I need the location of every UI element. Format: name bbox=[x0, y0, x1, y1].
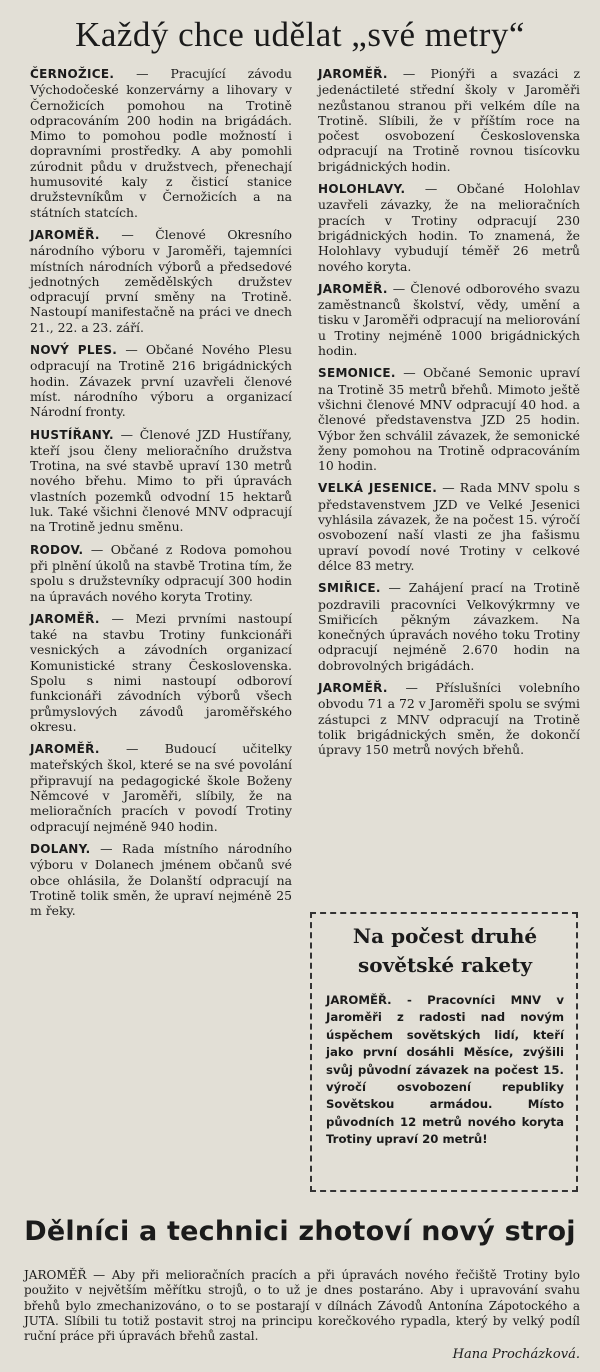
item-text: — Rada místního národního výboru v Dolanech jménem občanů své obce ohlásila, že Dolanští odpracují na Trotině tolik směn, že upraví nejméně 25 m řeky. bbox=[30, 840, 292, 919]
news-item bbox=[318, 66, 580, 174]
left-column bbox=[30, 66, 292, 925]
box-text: JAROMĚŘ. - Pracovníci MNV v Jaroměři z radosti nad novým úspěchem sovětských lidí, kteří jako první dosáhli Měsíce, zvýšili svůj původní závazek na počest 15. výročí osvobození republiky Sovětskou armádou. Místo původních 12 metrů nového koryta Trotiny upraví 20 metrů! bbox=[326, 993, 564, 1147]
second-headline: Dělníci a technici zhotoví nový stroj bbox=[24, 1216, 576, 1247]
item-text: — Budoucí učitelky mateřských škol, které se na své povolání připravují na pedagogické škole Boženy Němcové v Jaroměři, slíbily, že na melioračních pracích v povodí Trotiny odpracují nejméně 940 hodin. bbox=[30, 741, 292, 834]
place-name: DOLANY. bbox=[30, 841, 91, 856]
news-item bbox=[318, 365, 580, 473]
item-text: — Členové Okresního národního výboru v Jaroměři, tajemníci místních národních výborů a předsedové jednotných zemědělských družstev odpracují první směny na Trotině. Nastoupí manifestačně na práci ve dnech 21., 22. a 23. září. bbox=[30, 226, 292, 335]
item-text: — Rada MNV spolu s představenstvem JZD ve Velké Jesenici vyhlásila závazek, že na počest 15. výročí osvobození naší vlasti ze jha fašismu upraví povodí nové Trotiny v celkové délce 83 metry. bbox=[318, 480, 580, 573]
item-text: — Členové odborového svazu zaměstnanců školství, vědy, umění a tisku v Jaroměři odpracují na meliorování u Trotiny nejméně 1000 brigádnických hodin. bbox=[318, 280, 580, 359]
news-item bbox=[30, 741, 292, 834]
item-text: — Občané z Rodova pomohou při plnění úkolů na stavbě Trotina tím, že spolu s družstevníky odpracují 300 hodin na úpravách nového koryta Trotiny. bbox=[30, 541, 292, 604]
item-text: — Členové JZD Hustířany, kteří jsou členy melioračního družstva Trotina, na své stavbě upraví 130 metrů nového břehu. Mimo to při úpravách vlastních pozemků odvodní 15 hektarů luk. Také všichni členové MNV odpracují na Trotině jednu směnu. bbox=[30, 426, 292, 535]
news-item bbox=[30, 611, 292, 734]
place-name: VELKÁ JESENICE. bbox=[318, 481, 438, 496]
item-text: — Příslušníci volebního obvodu 71 a 72 v Jaroměři spolu se svými zástupci z MNV odpracují na Trotině tolik brigádnických směn, že dokončí úpravy 150 metrů nových břehů. bbox=[318, 679, 580, 758]
news-item bbox=[318, 580, 580, 673]
news-item bbox=[318, 181, 580, 274]
item-text: — Pracující závodu Východočeské konzervárny a lihovary v Černožicích pomohou na Trotině odpracováním 200 hodin na brigádách. Mimo to pomohou podle možností i dopravními prostředky. A aby pomohli zúrodnit půdu v družstvech, přenechají humusovité kaly z čisticí stanice družstevníkům v Černožicích a na státních statcích. bbox=[30, 66, 292, 220]
author-signature: Hana Procházková. bbox=[452, 1347, 580, 1362]
place-name: RODOV. bbox=[30, 542, 84, 557]
place-name: JAROMĚŘ. bbox=[30, 742, 100, 757]
place-name: JAROMĚŘ. bbox=[30, 611, 100, 626]
news-item bbox=[30, 427, 292, 535]
item-text: — Občané Holohlav uzavřeli závazky, že na melioračních pracích v Trotiny odpracují 230 brigádnických hodin. To znamená, že Holohlavy vybudují téměř 26 metrů nového koryta. bbox=[318, 181, 580, 274]
item-text: — Občané Semonic upraví na Trotině 35 metrů břehů. Mimoto ještě všichni členové MNV odpracují 40 hod. a členové představenstva JZD 25 hodin. Výbor žen schválil závazek, že semonické ženy pomohou na Trotině odpracováním 10 hodin. bbox=[318, 365, 580, 474]
news-item bbox=[30, 841, 292, 918]
item-text: — Mezi prvními nastoupí také na stavbu Trotiny funkcionáři vesnických a závodních organizací Komunistické strany Československa. Spolu s nimi nastoupí odboroví funkcionáři závodních výborů všech průmyslových závodů jaroměřského okresu. bbox=[30, 610, 292, 734]
news-item bbox=[30, 66, 292, 220]
right-column bbox=[318, 66, 580, 764]
place-name: HOLOHLAVY. bbox=[318, 182, 406, 197]
news-item bbox=[30, 227, 292, 335]
place-name: JAROMĚŘ. bbox=[30, 227, 100, 242]
news-item bbox=[30, 342, 292, 419]
item-text: — Pionýři a svazáci z jedenáctileté střední školy v Jaroměři nezůstanou stranou při velkém díle na Trotině. Slíbili, že v příštím roce na počest osvobození Československa odpracují na Trotině rovnou tisícovku brigádnických hodin. bbox=[318, 66, 580, 174]
news-item bbox=[318, 480, 580, 573]
item-text: — Zahájení prací na Trotině pozdravili pracovníci Velkovýkrmny ve Smiřicích pěkným závazkem. Na konečných úpravách nového toku Trotiny odpracují nejméně 2.670 hodin na dobrovolných brigádách. bbox=[318, 580, 580, 673]
boxed-article bbox=[310, 912, 578, 1192]
main-headline: Každý chce udělat „své metry“ bbox=[75, 15, 525, 54]
box-title: Na počest druhé sovětské rakety bbox=[352, 924, 538, 977]
place-name: JAROMĚŘ. bbox=[318, 680, 388, 695]
place-name: NOVÝ PLES. bbox=[30, 343, 118, 358]
bottom-article: JAROMĚŘ — Aby při melioračních pracích a při úpravách nového řečiště Trotiny bylo použito v největším měřítku strojů, o to už je dnes postaráno. Aby i upravování svahu břehů bylo zmechanizováno, o to se postarají v dílnách Závodů Antonína Zápotockého a JUTA. Slíbili tu totiž postavit stroj na principu korečkového rypadla, který by velký podíl ruční práce při úpravách břehů zastal. bbox=[24, 1268, 580, 1344]
place-name: JAROMĚŘ. bbox=[318, 67, 388, 81]
news-item bbox=[30, 542, 292, 604]
item-text: — Občané Nového Plesu odpracují na Trotině 216 brigádnických hodin. Závazek první uzavřeli členové míst. národního výboru a organizací Národní fronty. bbox=[30, 342, 292, 420]
place-name: HUSTÍŘANY. bbox=[30, 427, 114, 442]
place-name: ČERNOŽICE. bbox=[30, 67, 115, 81]
place-name: SMIŘICE. bbox=[318, 581, 381, 596]
place-name: JAROMĚŘ. bbox=[318, 281, 388, 296]
news-item bbox=[318, 680, 580, 757]
place-name: SEMONICE. bbox=[318, 366, 396, 381]
news-item bbox=[318, 281, 580, 358]
